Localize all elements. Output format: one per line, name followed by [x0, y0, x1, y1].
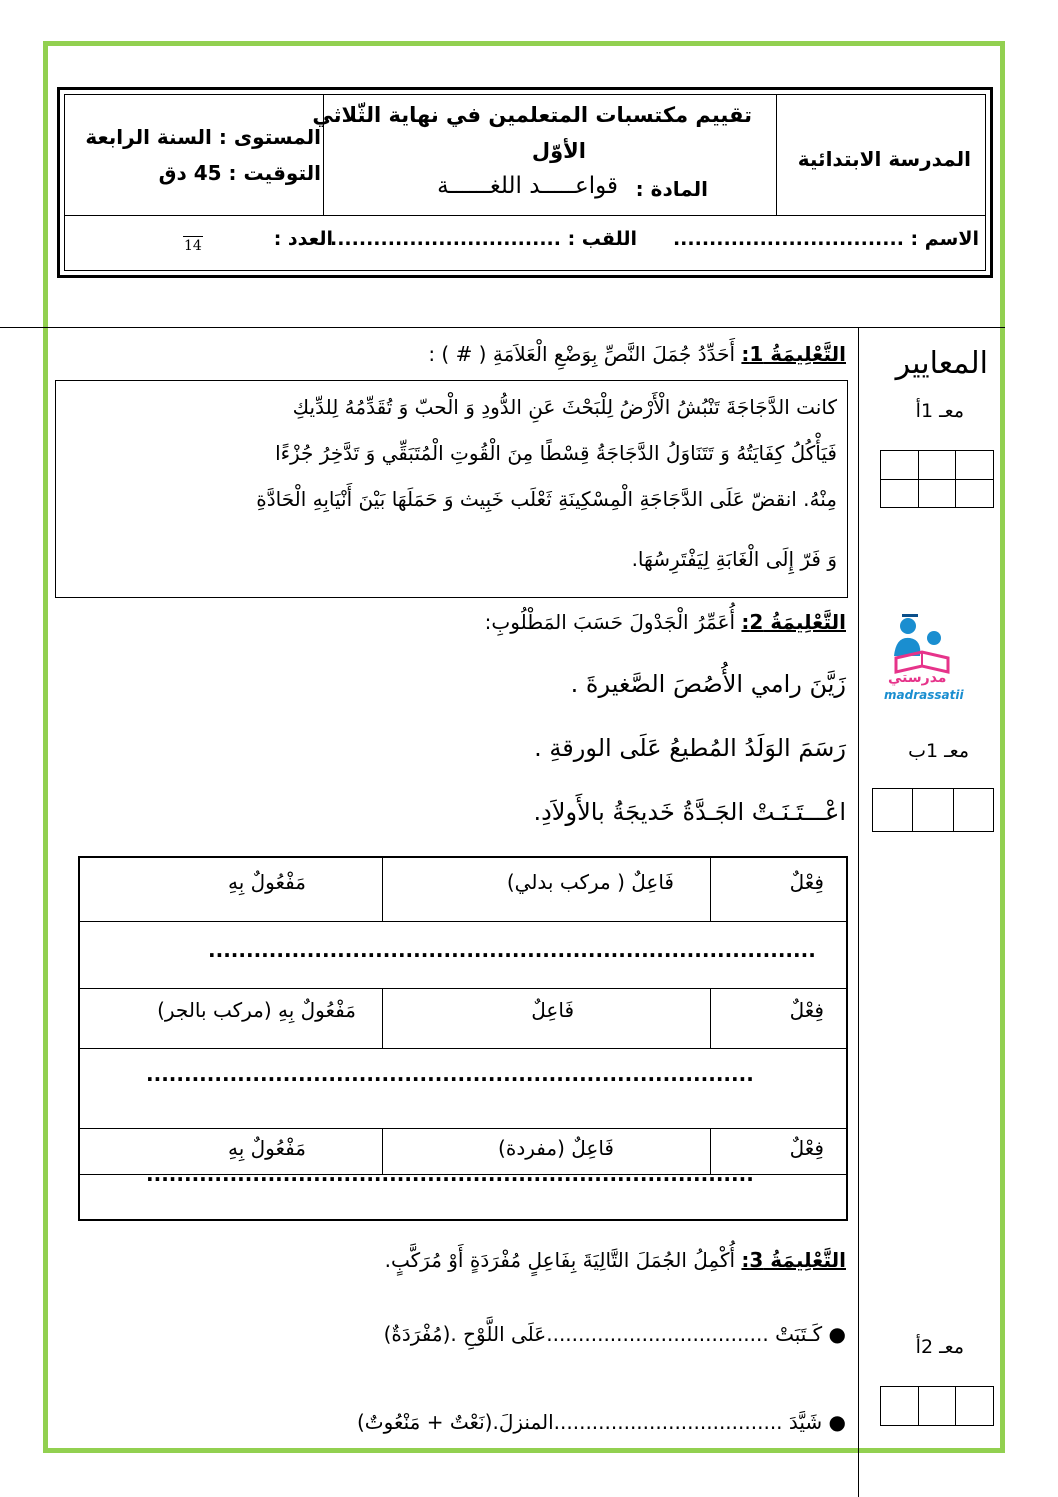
passage-line-2[interactable]: فَيَأْكُلُ كِفَايَتُهُ وَ تَتَنَاوَلُ الدَّجَاجَةُ قِسْطًا مِنَ الْقُوتِ الْمُتَبَقِّي وَ تَدَّخِرُ جُزْءًا: [275, 441, 837, 465]
subject-value: قواعـــــد اللغــــــة: [437, 173, 618, 199]
subject-label: المادة :: [635, 177, 708, 201]
school-cell: [776, 95, 985, 215]
task2-label: التَّعْلِيمَةُ 2:: [741, 610, 846, 634]
logo-text-en: madrassatii: [884, 688, 964, 702]
madrassatii-logo: [882, 606, 962, 706]
row1-subject: فَاعِلٌ ( مركب بدلي): [506, 870, 674, 894]
score-label: العدد :: [273, 228, 333, 250]
criterion-2a: معـ 2أ: [915, 1336, 964, 1358]
row1-answer[interactable]: ................................................................................: [208, 938, 816, 962]
score-numerator[interactable]: [183, 222, 203, 237]
row1-object: مَفْعُولٌ بِهِ: [228, 870, 306, 894]
task3-item-2[interactable]: ● شَيَّدَ ....................................المنزلَ.(نَعْتٌ + مَنْعُوتٌ): [357, 1410, 846, 1434]
criterion-1a-grid[interactable]: [880, 450, 994, 508]
school-name: المدرسة الابتدائية: [797, 147, 971, 171]
row3-verb: فِعْلٌ: [789, 1136, 824, 1160]
task3-instruction: أُكْمِلُ الجُمَلَ التَّالِيَةَ بِفَاعِلٍ مُفْرَدَةٍ أَوْ مُرَكَّبٍ.: [384, 1248, 736, 1272]
task1-heading: [428, 342, 846, 366]
row2-verb: فِعْلٌ: [789, 998, 824, 1022]
task3-item-1[interactable]: ● كَـتَبَتْ ...................................عَلَى اللَّوْحِ .(مُفْرَدَةٌ): [383, 1322, 846, 1346]
title-cell: [312, 95, 776, 215]
task1-label: التَّعْلِيمَةُ 1:: [741, 342, 846, 366]
row2-answer[interactable]: ................................................................................: [146, 1062, 754, 1086]
task2-instruction: أُعَمِّرُ الْجَدْولَ حَسَبَ المَطْلُوبِ:: [484, 610, 736, 634]
level-text: المستوى : السنة الرابعة: [85, 125, 321, 149]
divider-main: [43, 327, 1005, 328]
row2-object: مَفْعُولٌ بِهِ (مركب بالجر): [157, 998, 356, 1022]
task2-table: [78, 856, 848, 1221]
header-table: [57, 87, 993, 278]
exam-title: تقييم مكتسبات المتعلمين في نهاية الثّلاثي: [312, 103, 752, 127]
passage-line-4[interactable]: وَ فَرّ إِلَى الْغَابَةِ لِيَفْتَرِسُهَا.: [631, 547, 837, 571]
bullet-icon: ●: [822, 1322, 846, 1346]
surname-field[interactable]: اللقب : ................................: [330, 228, 637, 250]
row3-object: مَفْعُولٌ بِهِ: [228, 1136, 306, 1160]
task2-sentence-3: اعْـــتَـنَـتْ الجَـدَّةُ خَديجَةُ بالأَولاَدِ.: [533, 798, 846, 826]
logo-text-ar: مدرستي: [888, 670, 947, 686]
level-cell: [65, 95, 327, 215]
task3-heading: [385, 1248, 846, 1272]
criterion-1a: معـ 1أ: [915, 400, 964, 422]
task2-sentence-1: زَيَّنَ رامي الأُصُصَ الصَّغيرةَ .: [570, 670, 846, 698]
bullet-icon: ●: [822, 1410, 846, 1434]
criteria-heading: المعايير: [895, 346, 988, 381]
student-info-row: [65, 215, 985, 270]
duration-text: التوقيت : 45 دق: [158, 161, 321, 185]
task1-instruction: أَحَدِّدُ جُمَلَ النَّصِّ بِوَضْعِ الْعَلاَمَةِ ( # ) :: [428, 342, 736, 366]
row3-subject: فَاعِلٌ (مفردة): [498, 1136, 614, 1160]
exam-title-line2: الأوّل: [531, 139, 586, 163]
task2-sentence-2: رَسَمَ الوَلَدُ المُطيعُ عَلَى الورقةِ .: [534, 734, 846, 762]
task3-label: التَّعْلِيمَةُ 3:: [741, 1248, 846, 1272]
criterion-1b-grid[interactable]: [872, 788, 994, 832]
passage-line-3[interactable]: مِنْهُ. انقضّ عَلَى الدَّجَاجَةِ الْمِسْكِينَةِ ثَعْلَب خَبِيث وَ حَمَلَهَا بَيْنَ أَنْيَابِهِ الْحَادَّةِ: [256, 487, 837, 511]
task1-passage-box: [55, 380, 848, 598]
name-field[interactable]: الاسم : ................................: [672, 228, 979, 250]
row3-answer[interactable]: ................................................................................: [146, 1162, 754, 1186]
score-total: 14: [184, 238, 202, 254]
divider-left: [0, 327, 43, 328]
passage-line-1[interactable]: كانت الدَّجَاجَةَ تَنْبُشُ الْأَرْضُ لِلْبَحْثَ عَنِ الدُّودِ وَ الْحبّ وَ تُقَدِّمُهُ لِلدِّيكِ: [292, 395, 837, 419]
row1-verb: فِعْلٌ: [789, 870, 824, 894]
criterion-2a-grid[interactable]: [880, 1386, 994, 1426]
criteria-divider: [858, 327, 859, 1497]
criterion-1b: معـ 1ب: [908, 740, 969, 762]
row2-subject: فَاعِلٌ: [531, 998, 574, 1022]
task2-heading: [485, 610, 846, 634]
